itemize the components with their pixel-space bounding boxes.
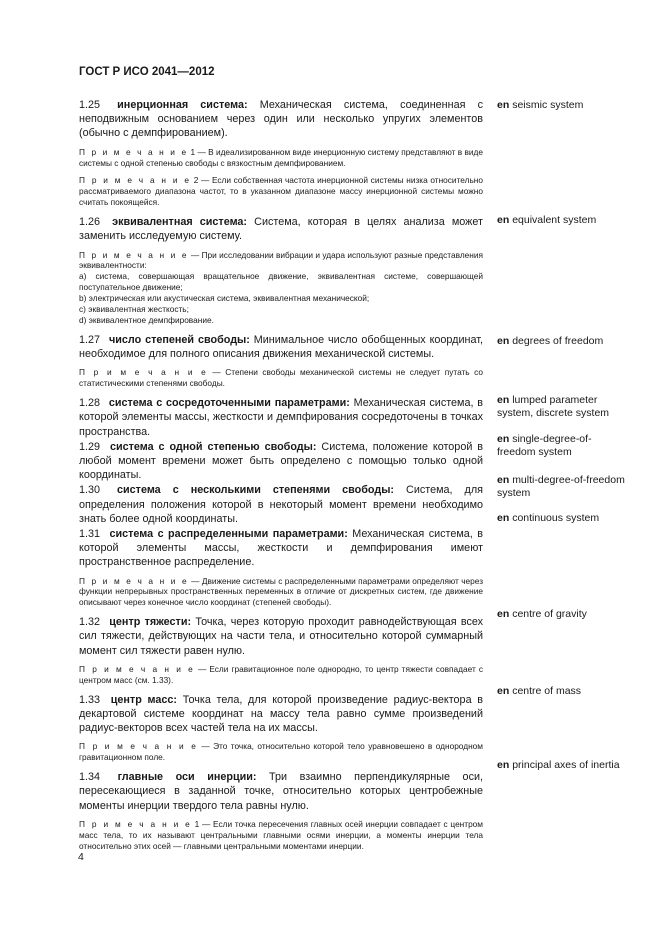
en-equivalent-1-34: [497, 759, 627, 772]
en-term: centre of gravity: [512, 608, 587, 620]
note-1-25-2: [79, 175, 483, 208]
note-label: П р и м е ч а н и е: [79, 249, 189, 260]
en-term: continuous system: [512, 512, 600, 524]
note-text: — Степени свободы механической системы не следует путать со статистическими степенями свободы.: [79, 367, 483, 389]
note-text: — Если собственная частота инерционной системы низка относительно рассматриваемого диапазона частот, то в указанном диапазоне массу инерционной системы можно считать покоящейся.: [79, 175, 483, 208]
term-1-28: [79, 396, 483, 439]
term-1-27: [79, 333, 483, 361]
term-number: 1.28: [79, 397, 101, 410]
term-definition: Минимальное число обобщенных координат, необходимое для полного описания движения механической системы.: [79, 333, 483, 361]
note-1-34-1: [79, 819, 483, 852]
term-definition: Механическая система, соединенная с неподвижным основанием через один или несколько упругих элементов (обычно с демпфированием).: [79, 99, 484, 140]
en-equivalent-1-27: [497, 335, 627, 348]
page-number: 4: [78, 851, 84, 863]
note-text: — Если точка пересечения главных осей инерции совпадает с центром масс тела, то их называют центральными главными осями инерции, а моменты инерции тела относительно этих осей — главными центральными моментами инерции.: [79, 818, 483, 851]
en-prefix: en: [497, 512, 510, 524]
en-term: single-degree-of-freedom system: [497, 433, 592, 458]
term-number: 1.29: [79, 440, 101, 453]
note-text: — Это точка, относительно которой тело уравновешено в однородном гравитационном поле.: [79, 741, 483, 763]
note-text: — Если гравитационное поле однородно, то центр тяжести совпадает с центром масс (см. 1.33).: [79, 663, 483, 685]
note-text: — Движение системы с распределенными параметрами определяют через функции непрерывных пространственных переменных в отличие от дискретных систем, где движение описывают через конечное число координат (степеней свободы).: [79, 575, 483, 608]
term-1-26: [79, 215, 483, 243]
en-prefix: en: [497, 433, 510, 445]
term-1-33: [79, 693, 483, 736]
note-label: П р и м е ч а н и е: [79, 575, 189, 586]
note-number: 1: [190, 146, 196, 157]
note-label: П р и м е ч а н и е: [79, 175, 192, 186]
note-label: П р и м е ч а н и е: [79, 818, 192, 829]
terms-column: [79, 98, 483, 858]
term-definition: Механическая система, в которой элементы массы, жесткости и демпфирования имеют пространственное распределение.: [79, 527, 484, 569]
term-definition: Система, для определения положения которой в некоторый момент времени необходимо знать более одной координаты.: [79, 484, 483, 525]
en-prefix: en: [497, 214, 510, 226]
note-1-32: [79, 664, 483, 686]
note-label: П р и м е ч а н и е: [79, 663, 195, 674]
term-name: система с одной степенью свободы:: [109, 440, 317, 453]
en-term: centre of mass: [512, 685, 582, 697]
note-label: П р и м е ч а н и е: [79, 367, 208, 378]
en-equivalent-1-30: [497, 474, 627, 499]
note-number: 2: [193, 175, 199, 186]
note-text: — В идеализированном виде инерционную систему представляют в виде системы с одной степенью свободы с вязкостным демпфированием.: [79, 146, 484, 168]
en-prefix: en: [497, 99, 510, 111]
en-term: seismic system: [512, 99, 584, 111]
term-1-32: [79, 615, 483, 658]
term-definition: Система, положение которой в любой момент времени может быть определено с помощью только одной координаты.: [79, 440, 484, 482]
term-number: 1.31: [79, 527, 101, 540]
en-equivalent-1-26: [497, 214, 627, 227]
en-term: equivalent system: [512, 214, 597, 226]
en-equivalent-1-31: [497, 512, 627, 525]
term-1-25: [79, 98, 483, 141]
en-prefix: en: [497, 608, 510, 620]
en-prefix: en: [497, 474, 510, 486]
term-1-30: [79, 483, 483, 526]
term-definition: Точка тела, для которой произведение радиус-вектора в декартовой системе координат на массу тела равно сумме произведений радиус-векторов всех частей тела на их массы.: [79, 693, 484, 735]
term-name: система с распределенными параметрами:: [109, 527, 348, 540]
en-equivalent-1-29: [497, 433, 627, 458]
note-number: 1: [194, 818, 200, 829]
en-prefix: en: [497, 759, 510, 771]
term-name: центр масс:: [110, 693, 177, 706]
term-definition: Точка, через которую проходит равнодействующая всех сил тяжести, действующих на части тела, и относительно которой суммарный момент сил тяжести равен нулю.: [79, 616, 484, 657]
term-name: инерционная система:: [117, 99, 248, 111]
term-number: 1.32: [79, 616, 101, 629]
term-name: число степеней свободы:: [108, 333, 250, 346]
note-1-31: [79, 576, 483, 609]
term-definition: Система, которая в целях анализа может заменить исследуемую систему.: [79, 216, 483, 243]
en-equivalent-1-33: [497, 685, 627, 698]
standard-header: ГОСТ Р ИСО 2041—2012: [79, 66, 215, 78]
en-equivalent-1-28: [497, 394, 627, 419]
term-number: 1.33: [79, 693, 101, 706]
note-1-26: [79, 250, 483, 326]
term-name: эквивалентная система:: [112, 216, 248, 229]
list-item-b: b) электрическая или акустическая система, эквивалентная механической;: [79, 293, 370, 304]
term-number: 1.27: [79, 333, 101, 346]
note-label: П р и м е ч а н и е: [79, 741, 198, 752]
term-definition: Три взаимно перпендикулярные оси, пересекающиеся в заданной точке, относительно которых центробежные моменты инерции твердого тела равны нулю.: [79, 771, 483, 812]
term-name: система с несколькими степенями свободы:: [117, 484, 395, 497]
en-prefix: en: [497, 685, 510, 697]
en-equivalent-1-32: [497, 608, 627, 621]
list-item-a: a) система, совершающая вращательное движение, эквивалентная системе, совершающей поступательное движение;: [79, 271, 483, 293]
en-term: principal axes of inertia: [512, 759, 620, 771]
note-1-25-1: [79, 147, 483, 169]
list-item-d: d) эквивалентное демпфирование.: [79, 314, 214, 325]
note-label: П р и м е ч а н и е: [79, 146, 189, 157]
term-1-29: [79, 440, 483, 483]
term-number: 1.30: [79, 484, 101, 497]
note-1-27: [79, 367, 483, 389]
term-number: 1.26: [79, 216, 101, 229]
term-name: центр тяжести:: [109, 616, 192, 629]
note-text: — При исследовании вибрации и удара используют разные представления эквивалентности:: [79, 249, 483, 271]
list-item-c: c) эквивалентная жесткость;: [79, 304, 189, 315]
note-1-33: [79, 741, 483, 763]
en-term: degrees of freedom: [512, 335, 604, 347]
en-equivalent-1-25: [497, 99, 627, 112]
en-prefix: en: [497, 394, 510, 406]
en-term: multi-degree-of-freedom system: [497, 474, 625, 499]
term-1-34: [79, 770, 483, 813]
term-number: 1.25: [79, 99, 101, 111]
term-number: 1.34: [79, 771, 101, 784]
en-term: lumped parameter system, discrete system: [497, 394, 610, 419]
en-prefix: en: [497, 335, 510, 347]
term-definition: Механическая система, в которой элементы массы, жесткости и демпфирования сосредоточены в точках пространства.: [79, 397, 483, 438]
term-name: главные оси инерции:: [117, 771, 257, 784]
term-1-31: [79, 527, 483, 570]
term-name: система с сосредоточенными параметрами:: [108, 397, 350, 410]
